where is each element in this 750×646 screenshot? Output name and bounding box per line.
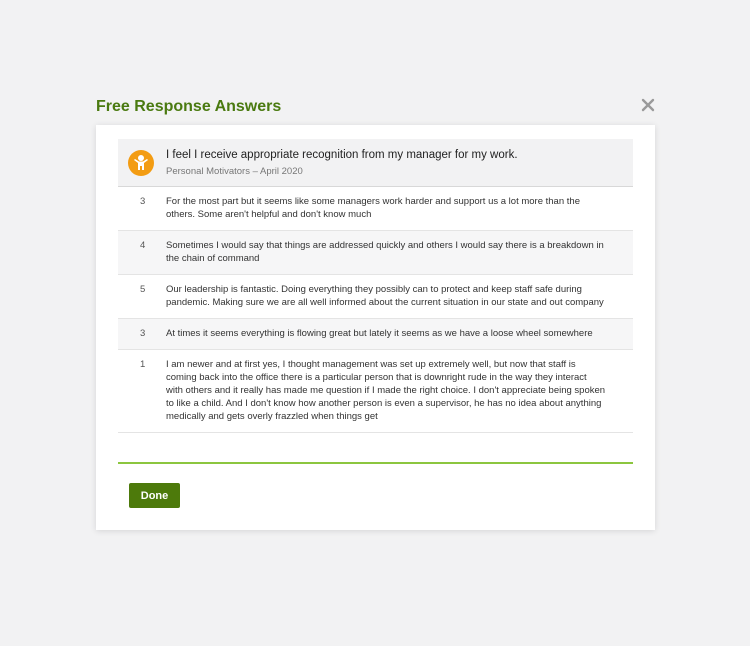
answer-row bbox=[118, 319, 633, 350]
answer-rating: 3 bbox=[140, 196, 146, 207]
answer-text: Sometimes I would say that things are addressed quickly and others I would say there is a breakdown in the chain of command bbox=[166, 240, 604, 264]
question-header bbox=[118, 139, 633, 187]
answer-row bbox=[118, 350, 633, 433]
done-button[interactable]: Done bbox=[129, 483, 180, 508]
modal-header bbox=[96, 96, 655, 122]
answer-rating: 5 bbox=[140, 284, 146, 295]
answer-text: At times it seems everything is flowing great but lately it seems as we have a loose wheel somewhere bbox=[166, 328, 593, 339]
answer-text: For the most part but it seems like some managers work harder and support us a lot more than the others. Some aren't helpful and don't know much bbox=[166, 196, 580, 220]
person-icon bbox=[128, 150, 154, 176]
answer-row bbox=[118, 187, 633, 231]
answer-row bbox=[118, 231, 633, 275]
modal-title: Free Response Answers bbox=[96, 98, 282, 115]
modal-card bbox=[96, 125, 655, 530]
question-text: I feel I receive appropriate recognition from my manager for my work. bbox=[166, 149, 518, 161]
answer-rating: 3 bbox=[140, 328, 146, 339]
answer-text: Our leadership is fantastic. Doing everything they possibly can to protect and keep staff safe during pandemic. Making sure we are all well informed about the current situation in our state and out company bbox=[166, 284, 604, 308]
close-icon[interactable] bbox=[641, 98, 655, 112]
answer-row bbox=[118, 275, 633, 319]
question-subtitle: Personal Motivators – April 2020 bbox=[166, 166, 303, 177]
answers-list[interactable] bbox=[118, 187, 633, 464]
answer-rating: 4 bbox=[140, 240, 146, 251]
answer-rating: 1 bbox=[140, 359, 146, 370]
answer-text: I am newer and at first yes, I thought management was set up extremely well, but now that staff is coming back into the office there is a particular person that is downright rude in the way they interact with others and it really has made me question if I made the right choice. I don't appreciate being spoken to like a child. And I don't know how another person is even a supervisor, he has no idea about anything medically and gets overly frazzled when things get bbox=[166, 359, 606, 422]
